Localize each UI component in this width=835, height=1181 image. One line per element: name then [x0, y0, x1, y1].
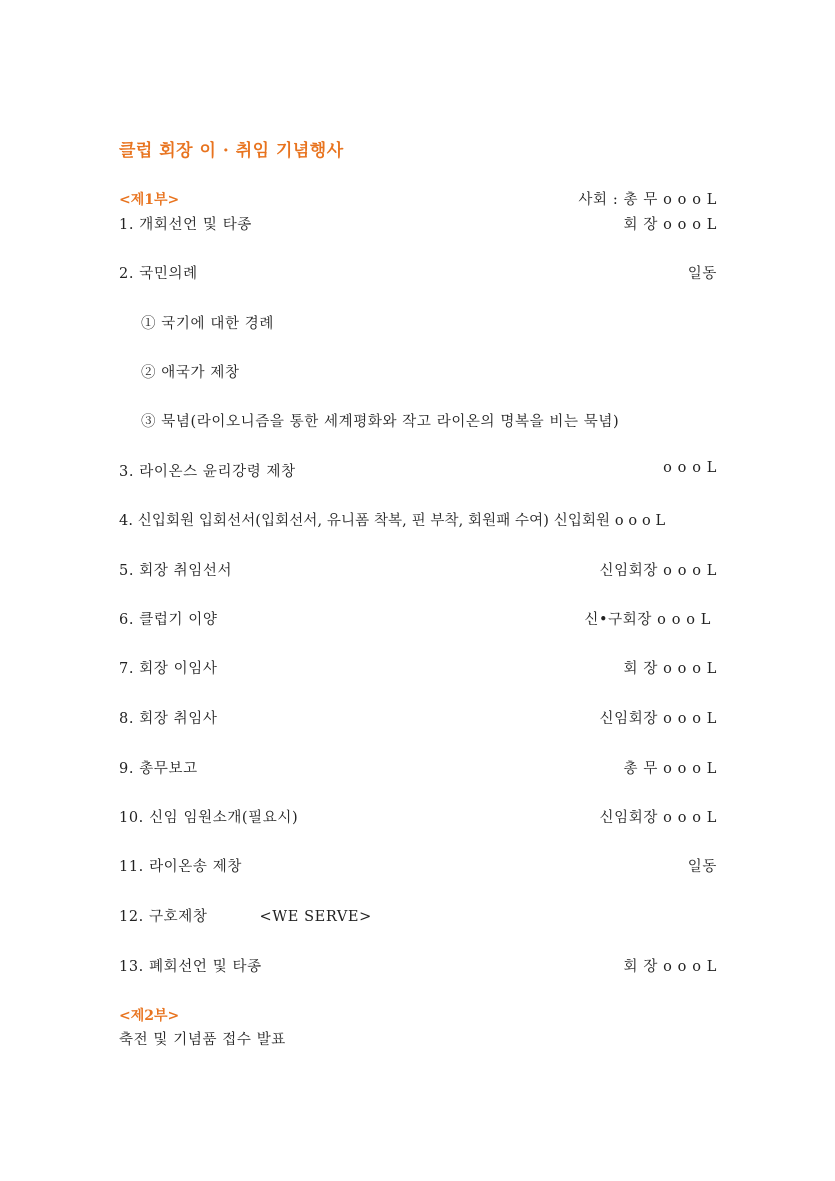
program-item: [119, 855, 717, 877]
program-item: [119, 262, 717, 284]
program-item-title: 13. 폐회선언 및 타종: [119, 959, 262, 975]
program-item-person: 신임회장 o o o L: [599, 563, 717, 579]
program-item-person: 신임회장 o o o L: [599, 711, 717, 727]
program-item-person: 일동: [687, 266, 717, 282]
program-item: [119, 460, 717, 482]
program-item: [119, 608, 717, 630]
program-item: [119, 905, 717, 927]
program-item: [119, 757, 717, 779]
program-item-person: 신임회장 o o o L: [599, 810, 717, 826]
program-item: [119, 559, 717, 581]
program-subitem-title: ③ 묵념(라이오니즘을 통한 세계평화와 작고 라이온의 명복을 비는 묵념): [141, 414, 620, 430]
part2-label: <제2부>: [119, 1008, 180, 1024]
program-item-title: 8. 회장 취임사: [119, 711, 218, 727]
program-item-title: 2. 국민의례: [119, 266, 198, 282]
program-item: [119, 509, 717, 531]
program-item: [119, 657, 717, 679]
program-item-title: 5. 회장 취임선서: [119, 563, 233, 579]
program-item-title: 9. 총무보고: [119, 761, 198, 777]
program-item-title: 7. 회장 이임사: [119, 661, 218, 677]
part2-text: 축전 및 기념품 접수 발표: [119, 1032, 286, 1048]
program-subitem: [119, 410, 717, 432]
program-item: [119, 806, 717, 828]
program-item-title: 10. 신임 임원소개(필요시): [119, 810, 299, 826]
part1-label: <제1부>: [119, 192, 180, 208]
program-item-title: 1. 개회선언 및 타종: [119, 217, 252, 233]
slogan-text: <WE SERVE>: [259, 909, 372, 925]
program-item-person: 총 무 o o o L: [623, 761, 717, 777]
program-subitem-title: ② 애국가 제창: [141, 365, 240, 381]
program-item: [119, 213, 717, 235]
program-item: [119, 707, 717, 729]
program-item-person: 신•구회장 o o o L: [584, 612, 711, 628]
program-item-person: o o o L: [663, 460, 717, 476]
program-subitem: [119, 312, 717, 334]
document-title: 클럽 회장 이 · 취임 기념행사: [119, 141, 344, 161]
program-item-person: 회 장 o o o L: [623, 217, 717, 233]
program-item-title: 6. 클럽기 이양: [119, 612, 218, 628]
program-subitem-title: ① 국기에 대한 경례: [141, 316, 274, 332]
program-item-title: 12. 구호제창: [119, 909, 208, 925]
program-item-title: 11. 라이온송 제창: [119, 859, 242, 875]
emcee-row: [119, 188, 717, 210]
program-item-person: 회 장 o o o L: [623, 959, 717, 975]
program-item-person: 회 장 o o o L: [623, 661, 717, 677]
emcee-text: 사회 : 총 무 o o o L: [578, 192, 717, 208]
program-item-title: 3. 라이온스 윤리강령 제창: [119, 464, 296, 480]
program-item-title: 4. 신입회원 입회선서(입회선서, 유니폼 착복, 핀 부착, 회원패 수여) 신입회원 o o o L: [119, 513, 666, 529]
program-item-person: 일동: [687, 859, 717, 875]
program-item: [119, 955, 717, 977]
program-subitem: [119, 361, 717, 383]
program-item-title-wrap: [119, 905, 372, 926]
